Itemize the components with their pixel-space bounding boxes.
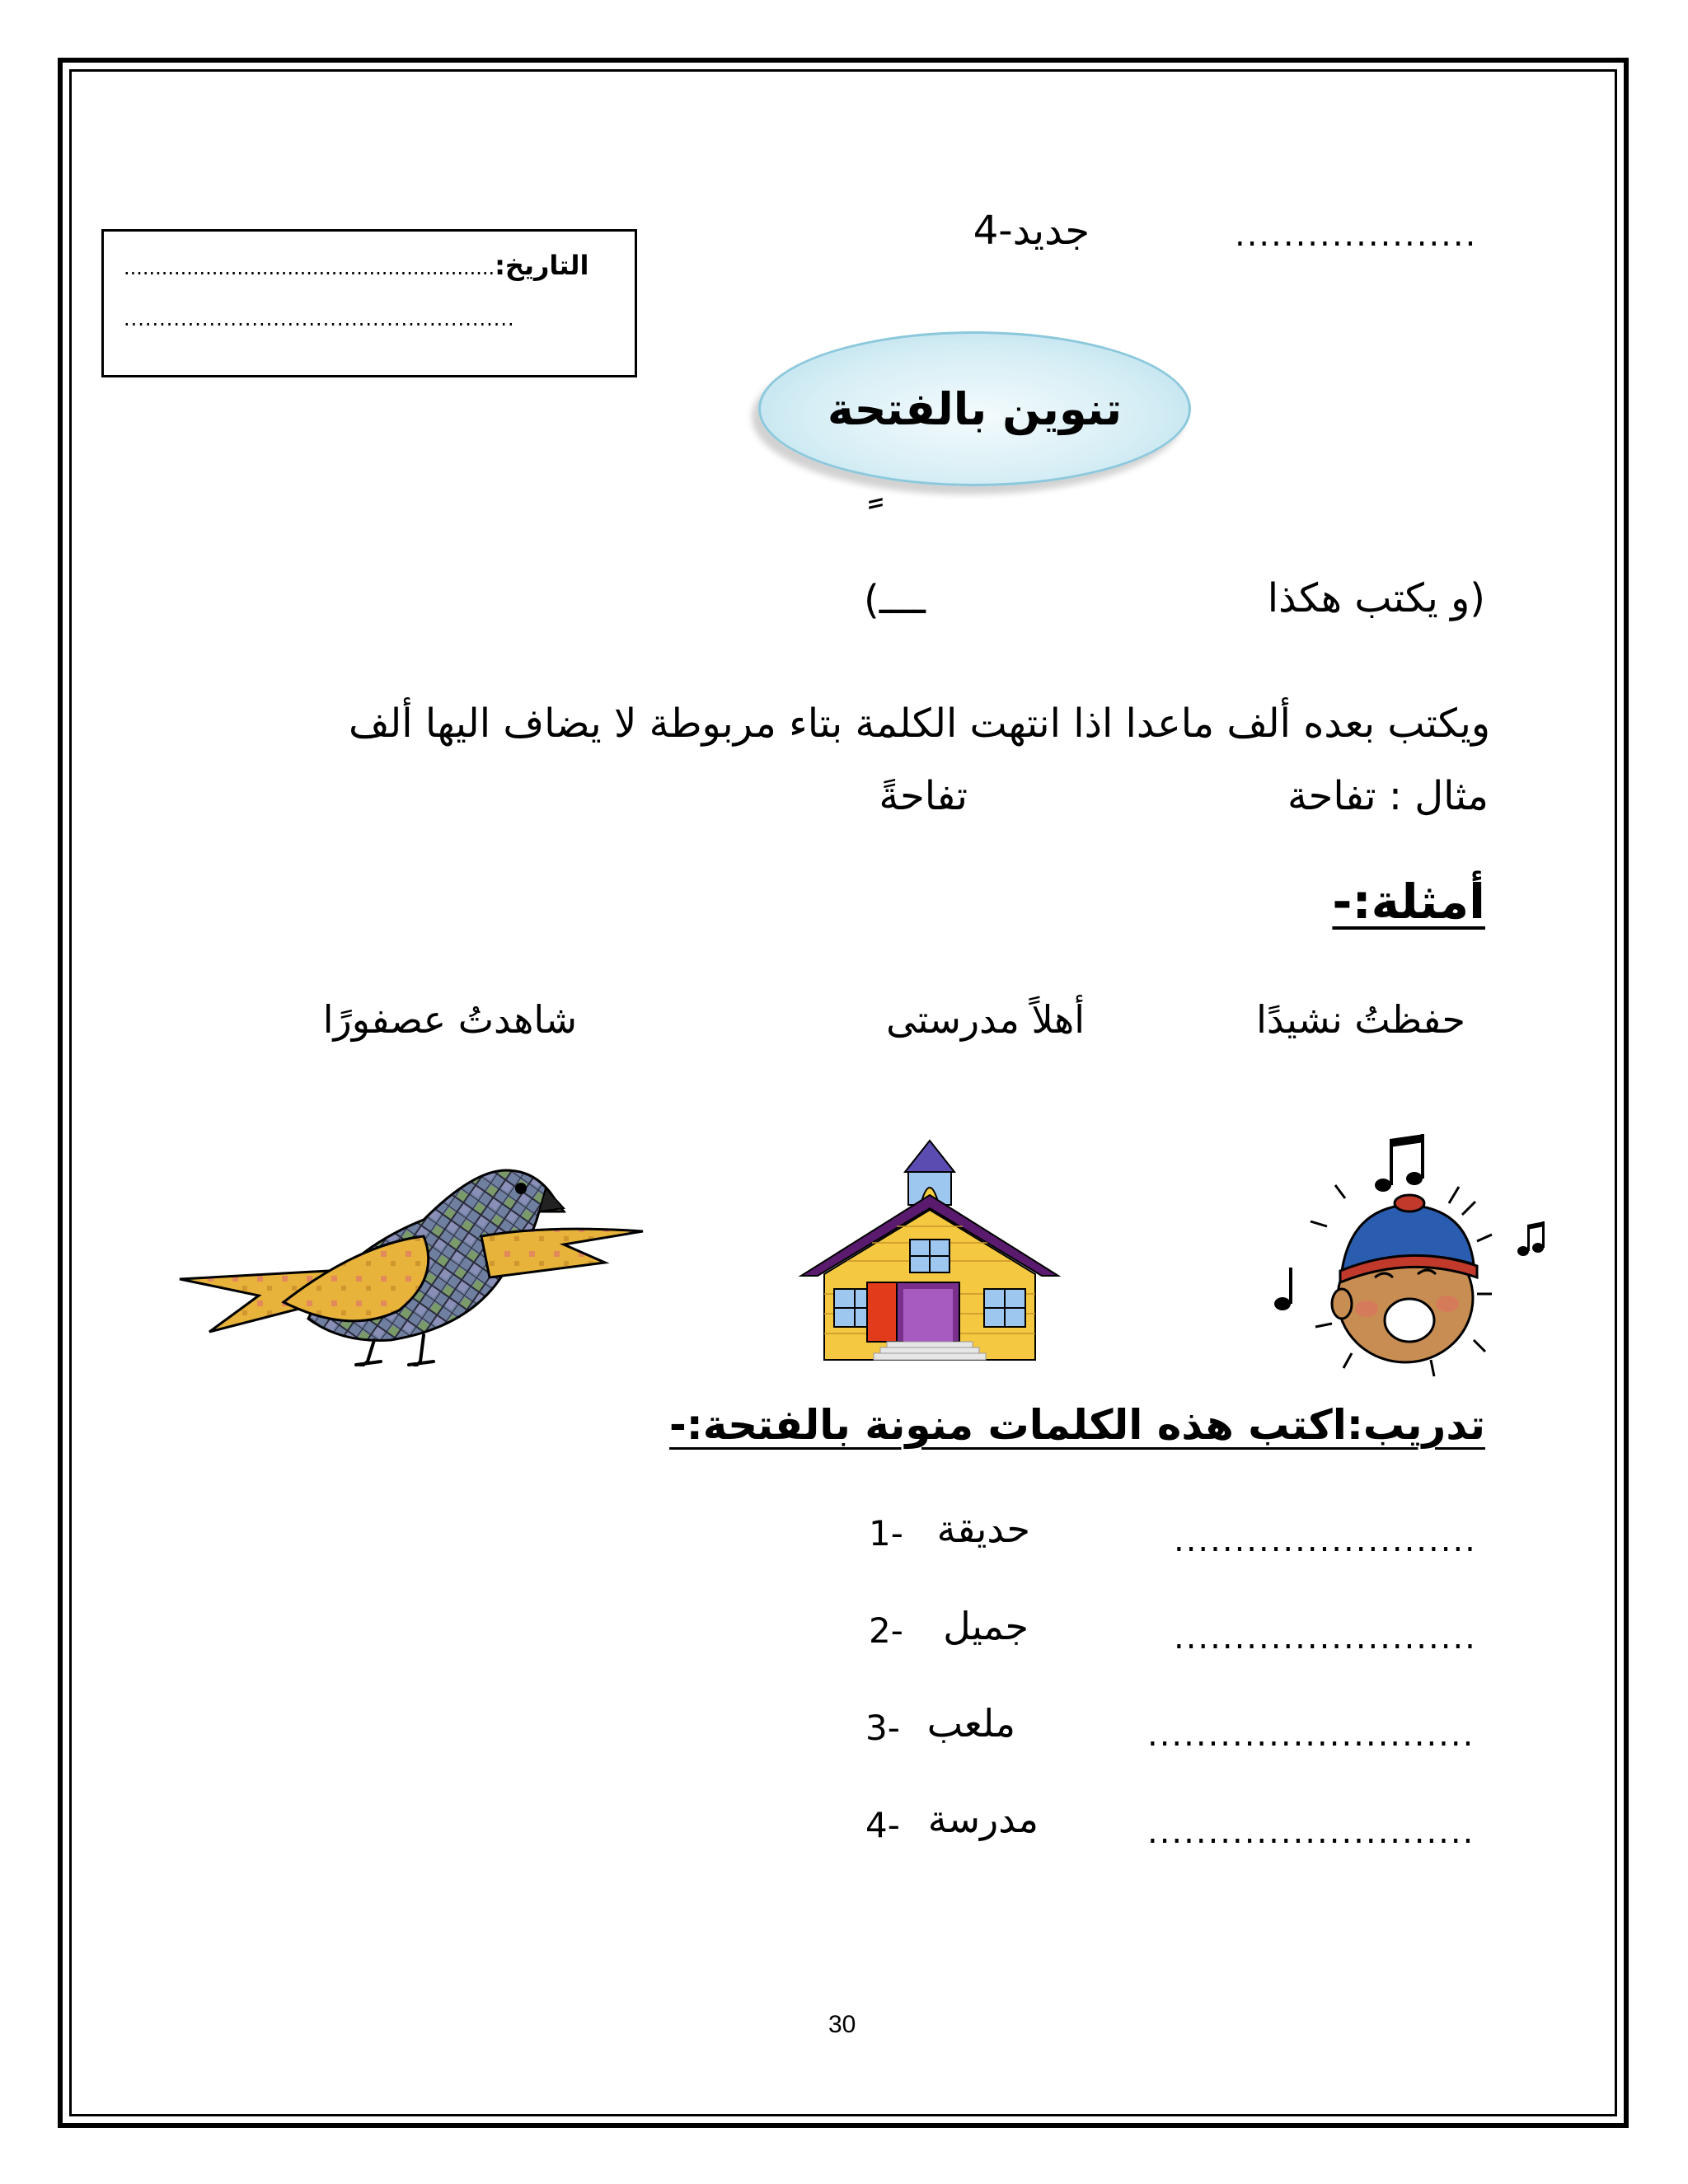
exercise-1-word: حديقة xyxy=(936,1507,1030,1551)
date-label: التاريخ: xyxy=(495,250,589,281)
example-result: تفاحةً xyxy=(879,773,968,819)
item-4-text: جديد-4 xyxy=(973,208,1090,254)
example-label: مثال : تفاحة xyxy=(1287,773,1489,819)
exercise-2-dots: ......................... xyxy=(1174,1619,1477,1657)
exercise-2-number: 2- xyxy=(869,1610,903,1651)
exercise-4-word: مدرسة xyxy=(927,1797,1039,1841)
exercise-heading: تدريب:اكتب هذه الكلمات منونة بالفتحة:- xyxy=(669,1401,1485,1449)
page-number: 30 xyxy=(828,2011,856,2038)
exercise-3-dots: ........................... xyxy=(1147,1716,1475,1754)
exercise-3-number: 3- xyxy=(865,1708,900,1748)
example-sentence-3: شاهدتُ عصفورًا xyxy=(322,997,577,1042)
item-4-answer-dots: .................... xyxy=(1235,216,1478,254)
example-sentence-2: أهلاً مدرستى xyxy=(886,997,1085,1042)
example-sentence-1: حفظتُ نشيدًا xyxy=(1256,997,1465,1042)
date-box xyxy=(101,229,637,377)
exercise-2-word: جميل xyxy=(943,1604,1029,1648)
school-house-icon xyxy=(798,1137,1062,1368)
singing-boy-icon xyxy=(1261,1129,1558,1401)
written-form: ــــ) xyxy=(864,577,926,623)
rule-text: ويكتب بعده ألف ماعدا اذا انتهت الكلمة بتاء مربوطة لا يضاف اليها ألف xyxy=(348,701,1490,747)
date-dots-line2: ....................................................... xyxy=(124,307,515,330)
exercise-4-dots: ........................... xyxy=(1147,1813,1475,1851)
exercise-3-word: ملعب xyxy=(926,1701,1015,1746)
written-like-label: (و يكتب هكذا xyxy=(1267,575,1485,621)
bird-icon xyxy=(176,1146,654,1366)
exercise-1-number: 1- xyxy=(869,1513,903,1554)
exercise-4-number: 4- xyxy=(865,1805,900,1845)
date-field xyxy=(124,250,588,281)
lesson-title: تنوين بالفتحة xyxy=(827,382,1123,435)
date-dots: ........................................................... xyxy=(124,256,495,279)
exercise-1-dots: ......................... xyxy=(1174,1521,1477,1559)
lesson-title-ellipse xyxy=(758,331,1191,486)
examples-heading: أمثلة:- xyxy=(1332,874,1485,930)
